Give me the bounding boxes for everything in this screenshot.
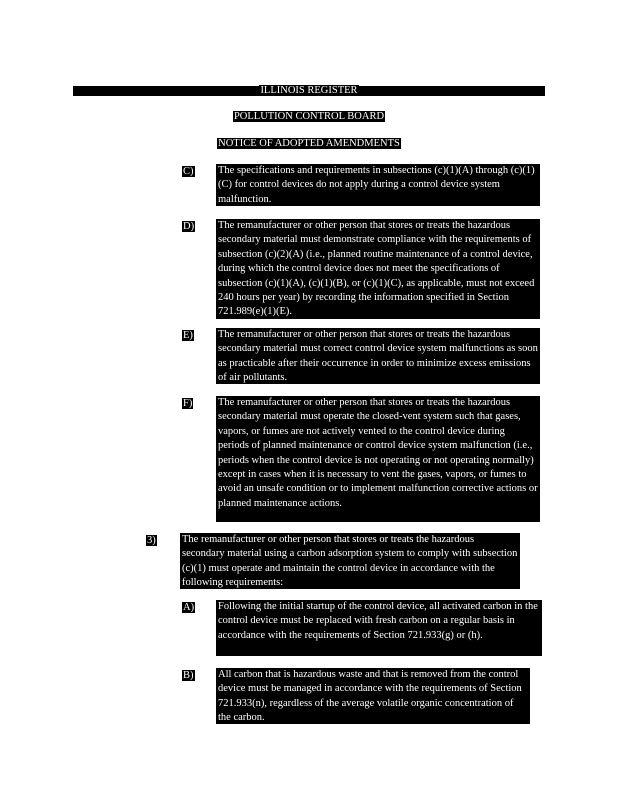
notice-title: NOTICE OF ADOPTED AMENDMENTS xyxy=(218,138,400,149)
item-text: The remanufacturer or other person that stores or treats the hazardous secondary material must correct control device system malfunctions as soon as practicable after their occurrence in order to minimize excess emissions of air pollutants. xyxy=(216,328,540,384)
item-label: F) xyxy=(183,398,193,409)
item-label: 3) xyxy=(147,535,156,546)
item-label: B) xyxy=(183,670,194,681)
item-text: The remanufacturer or other person that stores or treats the hazardous secondary material must demonstrate compliance with the requirements of subsection (c)(2)(A) (i.e., planned routine maintenance of a control device, during which the control device does not meet the specifications of subsection (c)(1)(A), (c)(1)(B), or (c)(1)(C), as applicable, must not exceed 240 hours per year) by recording the information specified in Section 721.989(e)(1)(E). xyxy=(216,219,540,319)
item-text: All carbon that is hazardous waste and that is removed from the control device must be managed in accordance with the requirements of Section 721.933(n), regardless of the average volatile organic concentration of the carbon. xyxy=(216,668,530,724)
board-title: POLLUTION CONTROL BOARD xyxy=(233,111,385,122)
item-text: Following the initial startup of the control device, all activated carbon in the control device must be replaced with fresh carbon on a regular basis in accordance with the requirements of Section 721.933(g) or (h). xyxy=(216,600,542,656)
item-label: D) xyxy=(183,221,195,232)
item-text: The remanufacturer or other person that stores or treats the hazardous secondary material must operate the closed-vent system such that gases, vapors, or fumes are not actively vented to the control device during periods of planned maintenance or control device system malfunction (i.e., periods when the control device is not operating or not operating normally) except in cases when it is necessary to vent the gases, vapors, or fumes to avoid an unsafe condition or to implement malfunction corrective actions or planned maintenance actions. xyxy=(216,396,540,522)
item-text: The remanufacturer or other person that stores or treats the hazardous secondary material using a carbon adsorption system to comply with subsection (c)(1) must operate and maintain the control device in accordance with the following requirements: xyxy=(180,533,520,589)
item-text: The specifications and requirements in subsections (c)(1)(A) through (c)(1)(C) for control devices do not apply during a control device system malfunction. xyxy=(216,164,540,206)
item-label: C) xyxy=(183,166,194,177)
item-label: E) xyxy=(183,330,193,341)
item-label: A) xyxy=(183,602,195,613)
register-title: ILLINOIS REGISTER xyxy=(260,85,358,96)
